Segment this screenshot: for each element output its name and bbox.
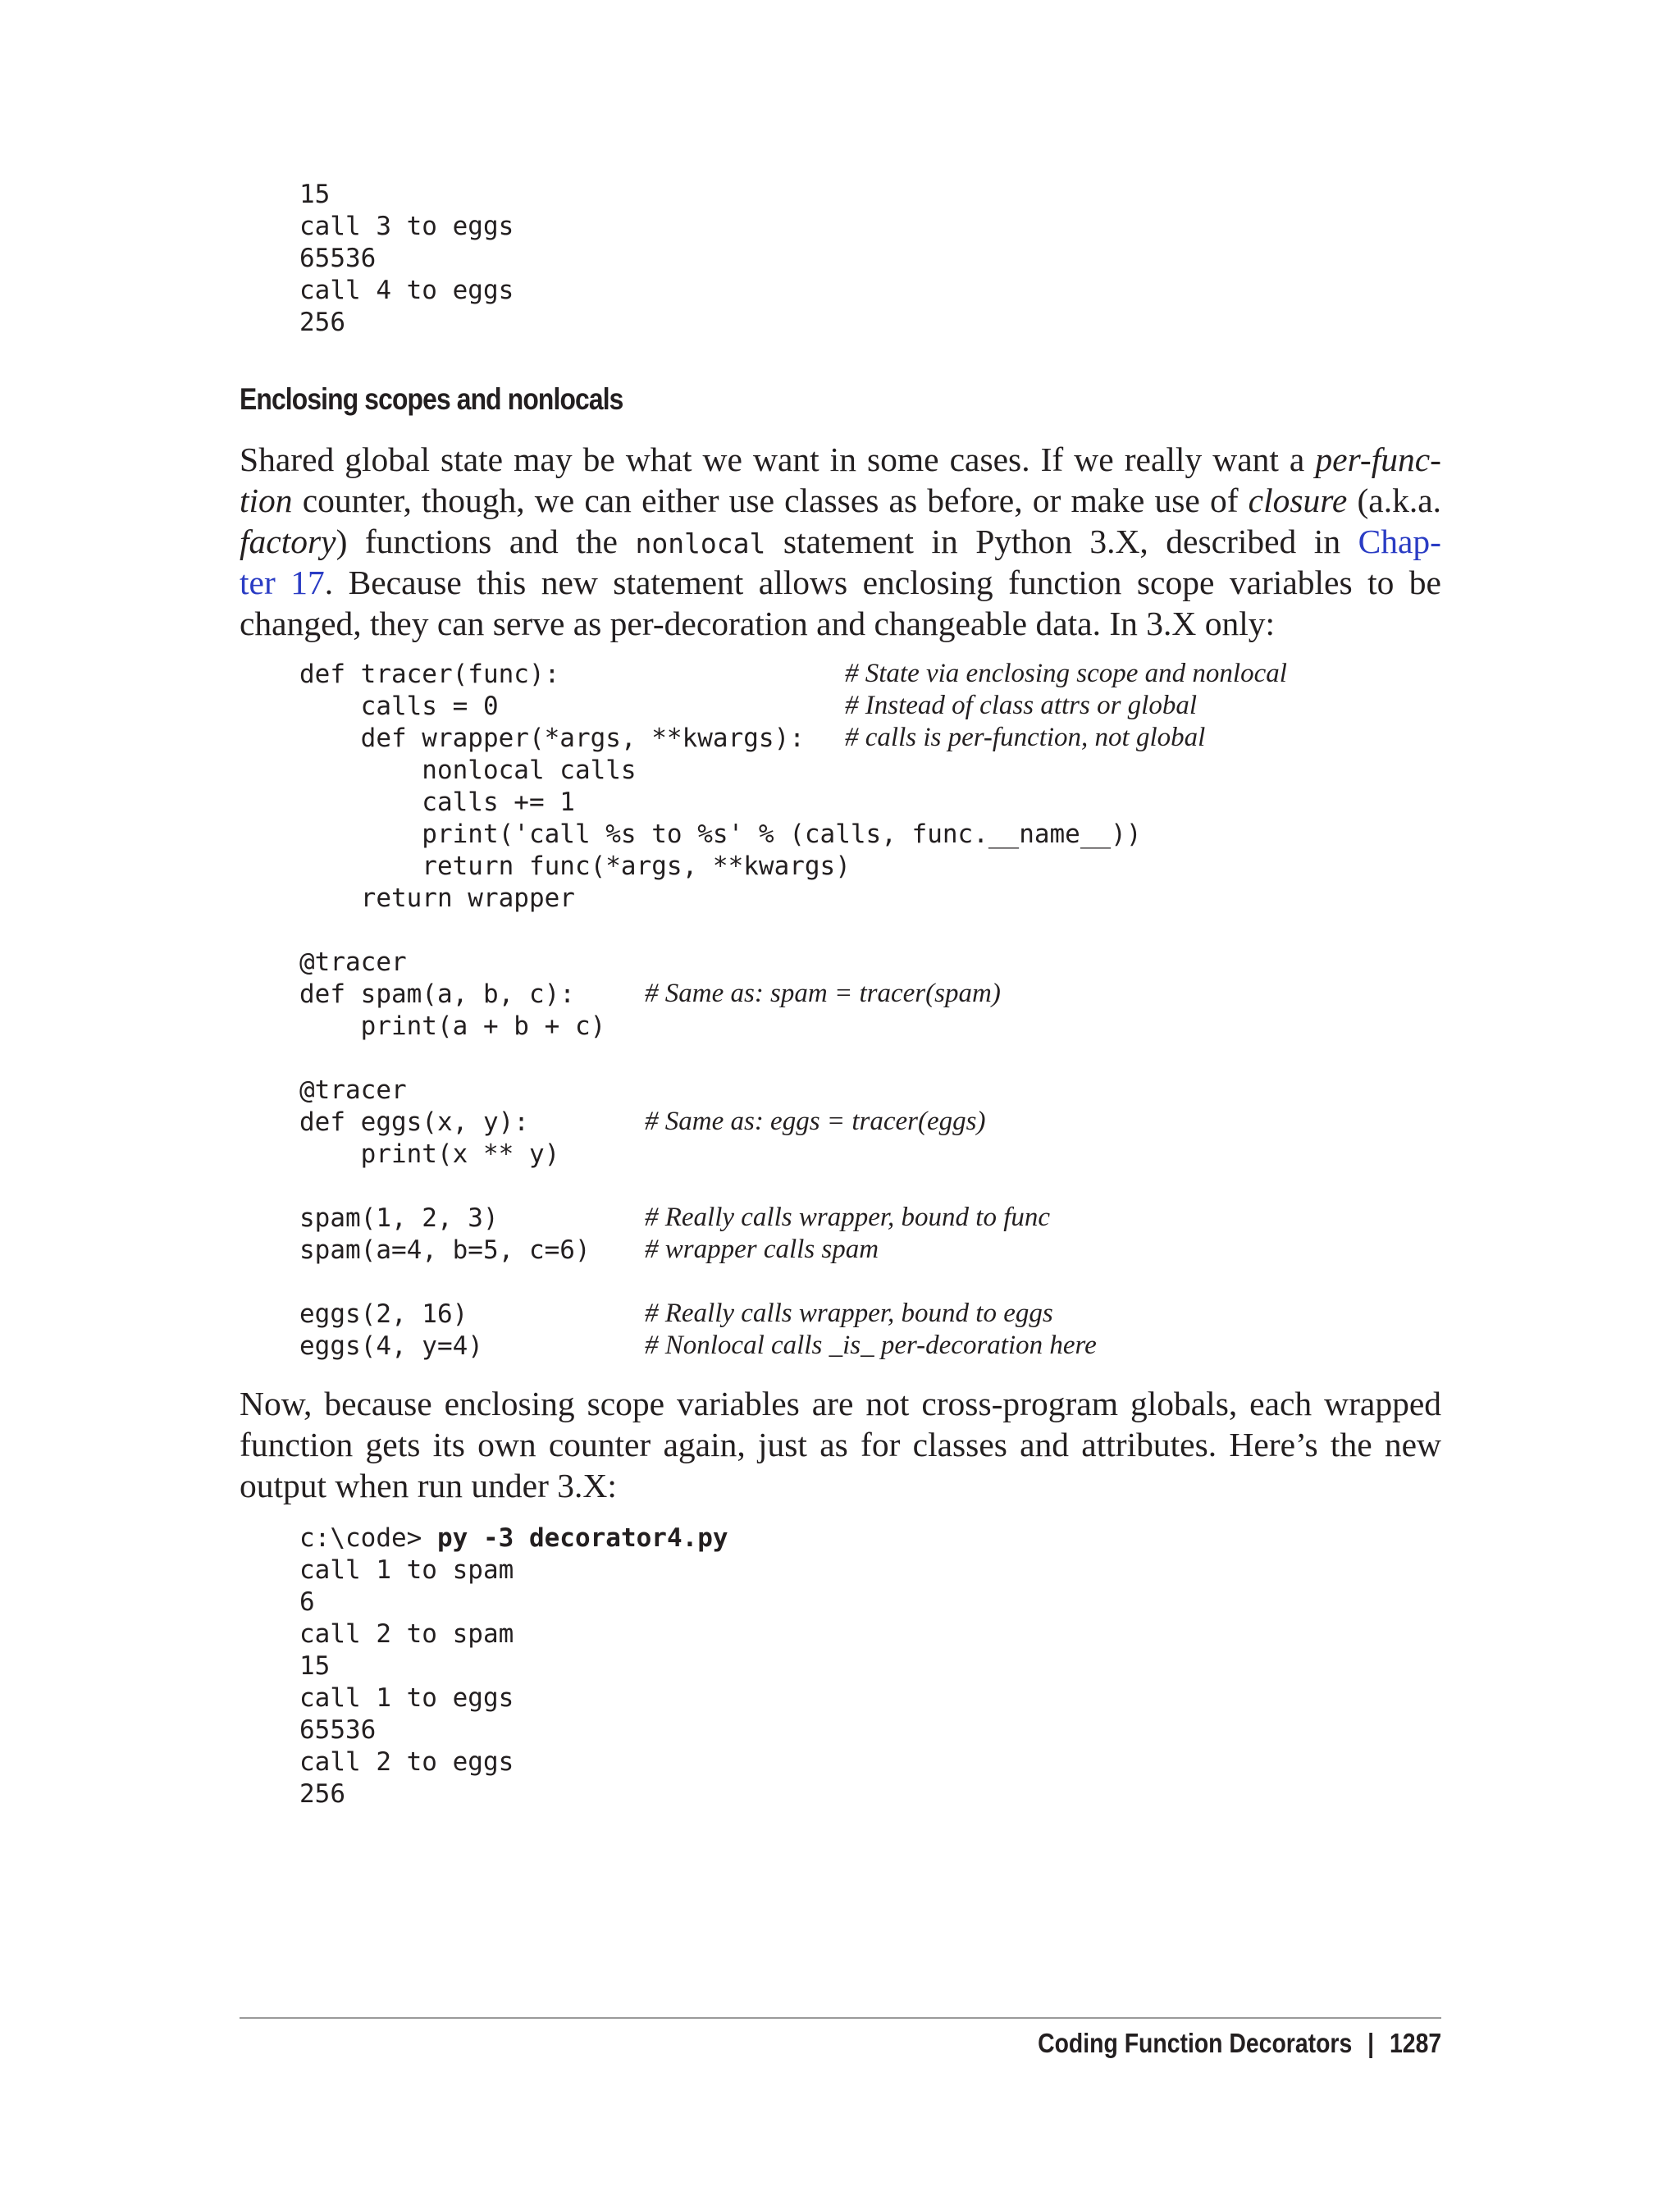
code-line	[299, 1107, 1142, 1139]
code-line	[299, 1139, 1142, 1171]
emphasis-text: closure	[1248, 482, 1348, 519]
output-line: call 3 to eggs	[299, 212, 514, 241]
output-line: 65536	[299, 1715, 377, 1745]
code-comment: # State via enclosing scope and nonlocal	[845, 659, 1287, 688]
code-text: print('call %s to %s' % (calls, func.__name__))	[299, 819, 1142, 849]
text-run: counter, though, we can either use classes as before, or make use of	[292, 482, 1249, 519]
code-line	[299, 915, 1142, 947]
code-line	[299, 1331, 1142, 1363]
code-line	[299, 659, 1287, 691]
code-comment: # Really calls wrapper, bound to eggs	[645, 1299, 1053, 1328]
code-listing	[299, 659, 1287, 1363]
code-line	[299, 883, 1142, 915]
paragraph-line: Now, because enclosing scope variables are not cross-program globals, each wrapped	[240, 1385, 1441, 1422]
page-number: 1287	[1389, 2028, 1441, 2058]
emphasis-text: per-func-	[1315, 441, 1441, 478]
text-run: ) functions and the	[336, 523, 636, 560]
code-text: print(a + b + c)	[299, 1011, 606, 1041]
code-line	[299, 723, 1206, 755]
code-comment: # wrapper calls spam	[645, 1235, 879, 1264]
code-text: def wrapper(*args, **kwargs):	[299, 724, 805, 753]
code-comment: # Really calls wrapper, bound to func	[645, 1203, 1051, 1232]
code-text: def tracer(func):	[299, 660, 560, 689]
text-run: . Because this new statement allows enclosing function scope variables to be	[324, 564, 1441, 601]
code-text: spam(1, 2, 3)	[299, 1203, 499, 1233]
code-line	[299, 1299, 1142, 1331]
code-line	[299, 787, 1142, 819]
run-output-block	[299, 1522, 728, 1810]
code-comment: # Instead of class attrs or global	[845, 691, 1198, 720]
code-text: @tracer	[299, 1075, 407, 1105]
paragraph-line	[240, 439, 1441, 480]
text-run: statement in Python 3.X, described in	[765, 523, 1358, 560]
emphasis-text: tion	[240, 482, 293, 519]
output-line: 256	[299, 1779, 345, 1809]
code-line	[299, 1171, 1142, 1203]
running-footer-title: Coding Function Decorators	[1037, 2028, 1353, 2058]
chapter-link[interactable]: ter 17	[240, 564, 325, 601]
paragraph-line: function gets its own counter again, just as for classes and attributes. Here’s the new	[240, 1426, 1441, 1463]
emphasis-text: factory	[240, 523, 336, 560]
code-line	[299, 979, 1142, 1011]
paragraph-line	[240, 521, 1441, 562]
code-text: return wrapper	[299, 883, 575, 913]
intro-paragraph	[240, 439, 1441, 644]
code-line	[299, 851, 1142, 883]
code-text: @tracer	[299, 947, 407, 977]
code-text: nonlocal calls	[299, 756, 637, 785]
paragraph-line	[240, 562, 1441, 603]
text-run: (a.k.a.	[1347, 482, 1441, 519]
code-line	[299, 1235, 1142, 1267]
output-line: 15	[299, 180, 331, 209]
code-text: calls += 1	[299, 788, 575, 817]
output-line: 65536	[299, 244, 377, 273]
output-line: call 2 to eggs	[299, 1747, 514, 1777]
code-comment: # Same as: eggs = tracer(eggs)	[645, 1107, 986, 1136]
code-line	[299, 755, 1142, 787]
code-text: eggs(2, 16)	[299, 1299, 468, 1329]
text-run: Shared global state may be what we want in some cases. If we really want a	[240, 441, 1316, 478]
code-comment: # Same as: spam = tracer(spam)	[645, 979, 1001, 1008]
shell-prompt: c:\code>	[299, 1523, 437, 1553]
output-line: 256	[299, 308, 345, 337]
output-line: 6	[299, 1587, 315, 1617]
code-line	[299, 1203, 1142, 1235]
shell-command: py -3 decorator4.py	[436, 1523, 728, 1553]
footer-separator: |	[1367, 2028, 1374, 2058]
code-text: def eggs(x, y):	[299, 1107, 529, 1137]
code-text: return func(*args, **kwargs)	[299, 851, 851, 881]
paragraph-line: changed, they can serve as per-decoration and changeable data. In 3.X only:	[240, 605, 1276, 642]
output-line: 15	[299, 1651, 331, 1681]
code-text: spam(a=4, b=5, c=6)	[299, 1235, 591, 1265]
paragraph-line: output when run under 3.X:	[240, 1467, 617, 1504]
code-line	[299, 819, 1142, 851]
code-comment: # calls is per-function, not global	[845, 723, 1206, 752]
code-comment: # Nonlocal calls _is_ per-decoration here	[645, 1331, 1097, 1360]
code-text: print(x ** y)	[299, 1139, 560, 1169]
section-heading: Enclosing scopes and nonlocals	[240, 382, 623, 416]
code-text: calls = 0	[299, 692, 499, 721]
chapter-link[interactable]: Chap-	[1358, 523, 1441, 560]
output-line: call 4 to eggs	[299, 276, 514, 305]
explanation-paragraph	[240, 1383, 1441, 1506]
footer-rule	[240, 2017, 1441, 2019]
output-line: call 2 to spam	[299, 1619, 514, 1649]
page-footer	[1038, 2028, 1441, 2059]
code-line	[299, 1267, 1142, 1299]
code-text: def spam(a, b, c):	[299, 979, 575, 1009]
code-line	[299, 947, 1142, 979]
code-line	[299, 691, 1198, 723]
code-text: eggs(4, y=4)	[299, 1331, 483, 1361]
code-line	[299, 1043, 1142, 1075]
code-line	[299, 1011, 1142, 1043]
output-line: call 1 to spam	[299, 1555, 514, 1585]
code-line	[299, 1075, 1142, 1107]
inline-code: nonlocal	[635, 527, 766, 559]
paragraph-line	[240, 480, 1441, 521]
previous-output-block	[299, 179, 514, 339]
command-line	[299, 1522, 728, 1554]
output-line: call 1 to eggs	[299, 1683, 514, 1713]
